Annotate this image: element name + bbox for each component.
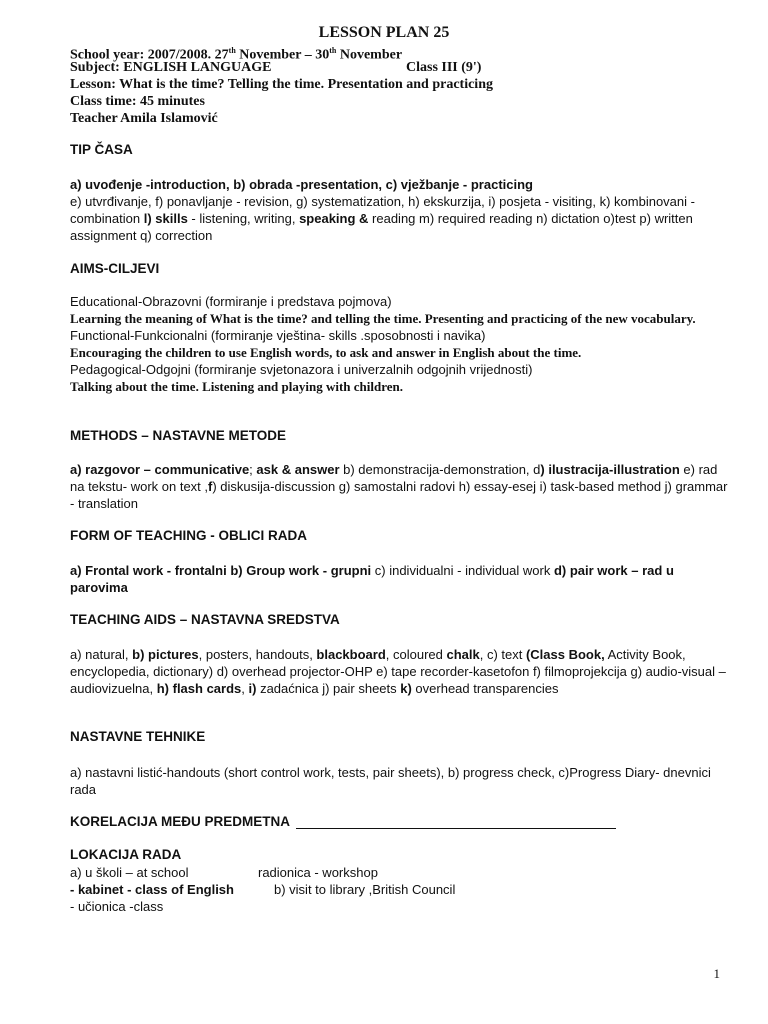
aids-heading: TEACHING AIDS – NASTAVNA SREDSTVA	[70, 612, 340, 627]
aims-functional: Functional-Funkcionalni (formiranje vještina- skills .sposobnosti i navika)	[70, 328, 486, 343]
aids-text: a) natural, b) pictures, posters, handouts, blackboard, coloured chalk, c) text (Class Book, Activity Book, encyclopedia, dictionary) d) overhead projector-OHP e) tape recorder-kasetofon f) filmoprojekcija g) audio-visual –audiovizuelna, h) flash cards, i) zadaćnica j) pair sheets k) overhead transparencies	[70, 647, 726, 696]
aims-pedagogical-detail: Talking about the time. Listening and playing with children.	[70, 379, 404, 394]
school-year-line: School year: 2007/2008. 27th November – 30th November	[70, 46, 403, 63]
lesson-line: Lesson: What is the time? Telling the time. Presentation and practicing	[70, 77, 493, 92]
aims-educational: Educational-Obrazovni (formiranje i predstava pojmova)	[70, 294, 392, 309]
form-heading: FORM OF TEACHING - OBLICI RADA	[70, 528, 307, 543]
tip-casa-section	[70, 176, 730, 244]
tehnike-text: a) nastavni listić-handouts (short control work, tests, pair sheets), b) progress check, c)Progress Diary- dnevnici rada	[70, 765, 711, 797]
lokacija-row-1: a) u školi – at school radionica - workshop	[70, 865, 378, 880]
class-time-line: Class time: 45 minutes	[70, 94, 205, 109]
lokacija-section	[70, 864, 730, 915]
page-number: 1	[713, 966, 720, 981]
lokacija-row-2: - kabinet - class of English b) visit to library ,British Council	[70, 882, 456, 897]
lokacija-heading: LOKACIJA RADA	[70, 847, 182, 862]
korelacija-blank-line	[296, 816, 616, 829]
aims-educational-detail: Learning the meaning of What is the time? and telling the time. Presenting and practicing of the new vocabulary.	[70, 311, 696, 326]
tip-casa-heading: TIP ČASA	[70, 142, 133, 157]
tehnike-heading: NASTAVNE TEHNIKE	[70, 729, 206, 744]
form-text: a) Frontal work - frontalni b) Group work - grupni c) individualni - individual work d) pair work – rad u parovima	[70, 563, 674, 595]
subject-line: Subject: ENGLISH LANGUAGE	[70, 60, 272, 75]
tip-casa-main-types: a) uvođenje -introduction, b) obrada -presentation, c) vježbanje - practicing	[70, 177, 533, 192]
methods-text: a) razgovor – communicative; ask & answer b) demonstracija-demonstration, d) ilustracija-illustration e) rad na tekstu- work on text ,f) diskusija-discussion g) samostalni radovi h) essay-esej i) task-based method j) grammar - translation	[70, 462, 728, 511]
class-label: Class III (9')	[406, 60, 482, 75]
aims-functional-detail: Encouraging the children to use English words, to ask and answer in English about the time.	[70, 345, 582, 360]
aims-section	[70, 293, 730, 395]
aims-heading: AIMS-CILJEVI	[70, 261, 160, 276]
korelacija-heading: KORELACIJA MEĐU PREDMETNA	[70, 814, 616, 829]
lokacija-row-3: - učionica -class	[70, 899, 164, 914]
methods-heading: METHODS – NASTAVNE METODE	[70, 428, 287, 443]
tip-casa-other-types: e) utvrđivanje, f) ponavljanje - revision, g) systematization, h) ekskurzija, i) posjeta - visiting, k) kombinovani - combination l) skills - listening, writing, speaking & reading m) required reading n) dictation o)test p) written assignment q) correction	[70, 194, 695, 243]
teacher-line: Teacher Amila Islamović	[70, 111, 218, 126]
lesson-plan-title: LESSON PLAN 25	[318, 24, 450, 41]
aims-pedagogical: Pedagogical-Odgojni (formiranje svjetonazora i univerzalnih odgojnih vrijednosti)	[70, 362, 533, 377]
